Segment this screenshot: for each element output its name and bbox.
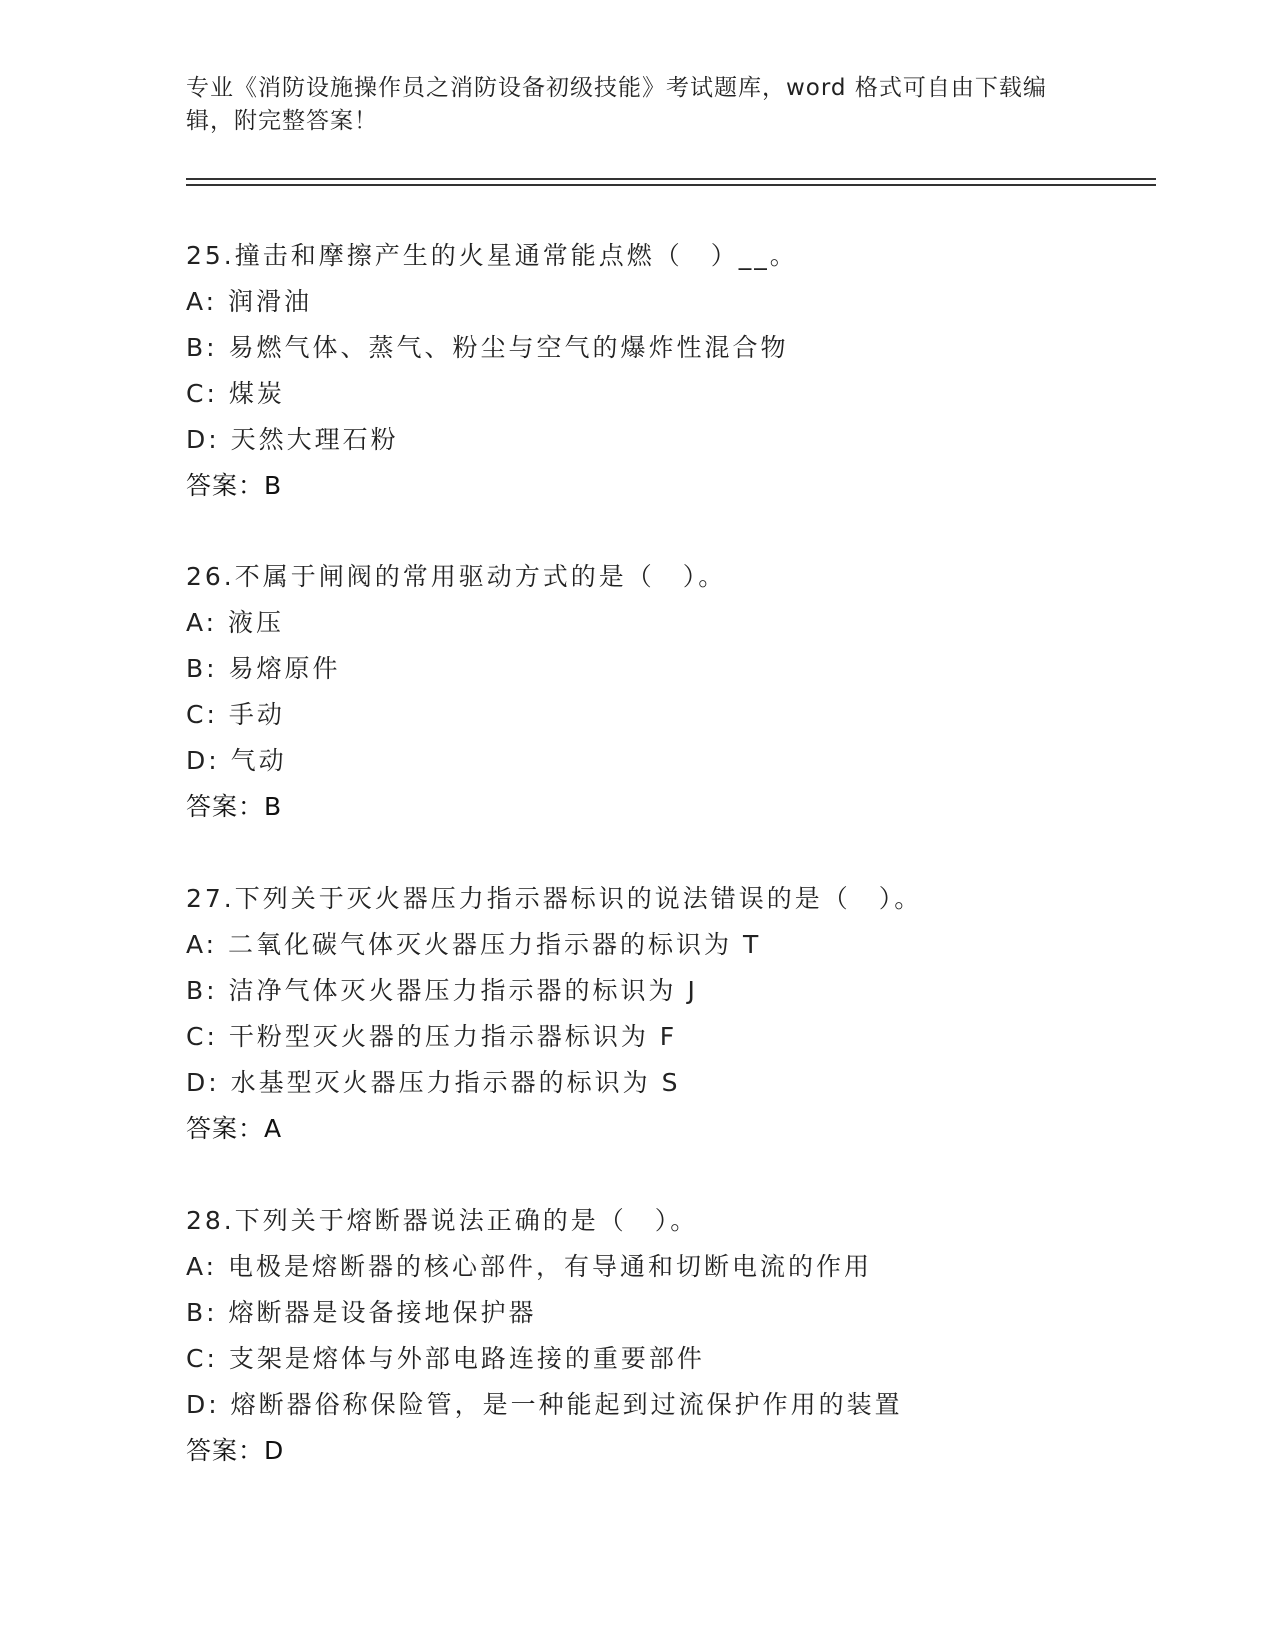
answer-line: 答案：D xyxy=(186,1436,285,1465)
question-stem: 26.不属于闸阀的常用驱动方式的是（ ）。 xyxy=(186,562,727,591)
option-a: A: 液压 xyxy=(186,608,285,637)
header-divider-top xyxy=(186,178,1156,180)
question-stem: 25.撞击和摩擦产生的火星通常能点燃（ ）__。 xyxy=(186,241,798,270)
option-d: D: 水基型灭火器压力指示器的标识为 S xyxy=(186,1068,681,1097)
header-divider-bottom xyxy=(186,184,1156,186)
option-d: D: 天然大理石粉 xyxy=(186,425,399,454)
option-a: A: 电极是熔断器的核心部件，有导通和切断电流的作用 xyxy=(186,1252,873,1281)
question-28 xyxy=(186,1198,1186,1474)
option-b: B: 易燃气体、蒸气、粉尘与空气的爆炸性混合物 xyxy=(186,333,789,362)
question-25 xyxy=(186,233,1186,509)
option-b: B: 洁净气体灭火器压力指示器的标识为 J xyxy=(186,976,698,1005)
option-c: C: 煤炭 xyxy=(186,379,285,408)
document-header xyxy=(186,72,1086,138)
option-c: C: 手动 xyxy=(186,700,285,729)
option-b: B: 熔断器是设备接地保护器 xyxy=(186,1298,537,1327)
answer-line: 答案：B xyxy=(186,471,283,500)
header-line-1: 专业《消防设施操作员之消防设备初级技能》考试题库，word 格式可自由下载编 xyxy=(186,75,1047,101)
header-line-2: 辑，附完整答案！ xyxy=(186,108,378,134)
option-c: C: 支架是熔体与外部电路连接的重要部件 xyxy=(186,1344,705,1373)
question-26 xyxy=(186,554,1186,830)
question-27 xyxy=(186,876,1186,1152)
option-a: A: 二氧化碳气体灭火器压力指示器的标识为 T xyxy=(186,930,762,959)
question-stem: 28.下列关于熔断器说法正确的是（ ）。 xyxy=(186,1206,699,1235)
option-a: A: 润滑油 xyxy=(186,287,313,316)
option-c: C: 干粉型灭火器的压力指示器标识为 F xyxy=(186,1022,678,1051)
answer-line: 答案：A xyxy=(186,1114,283,1143)
answer-line: 答案：B xyxy=(186,792,283,821)
question-stem: 27.下列关于灭火器压力指示器标识的说法错误的是（ ）。 xyxy=(186,884,923,913)
option-b: B: 易熔原件 xyxy=(186,654,341,683)
option-d: D: 熔断器俗称保险管，是一种能起到过流保护作用的装置 xyxy=(186,1390,903,1419)
option-d: D: 气动 xyxy=(186,746,287,775)
